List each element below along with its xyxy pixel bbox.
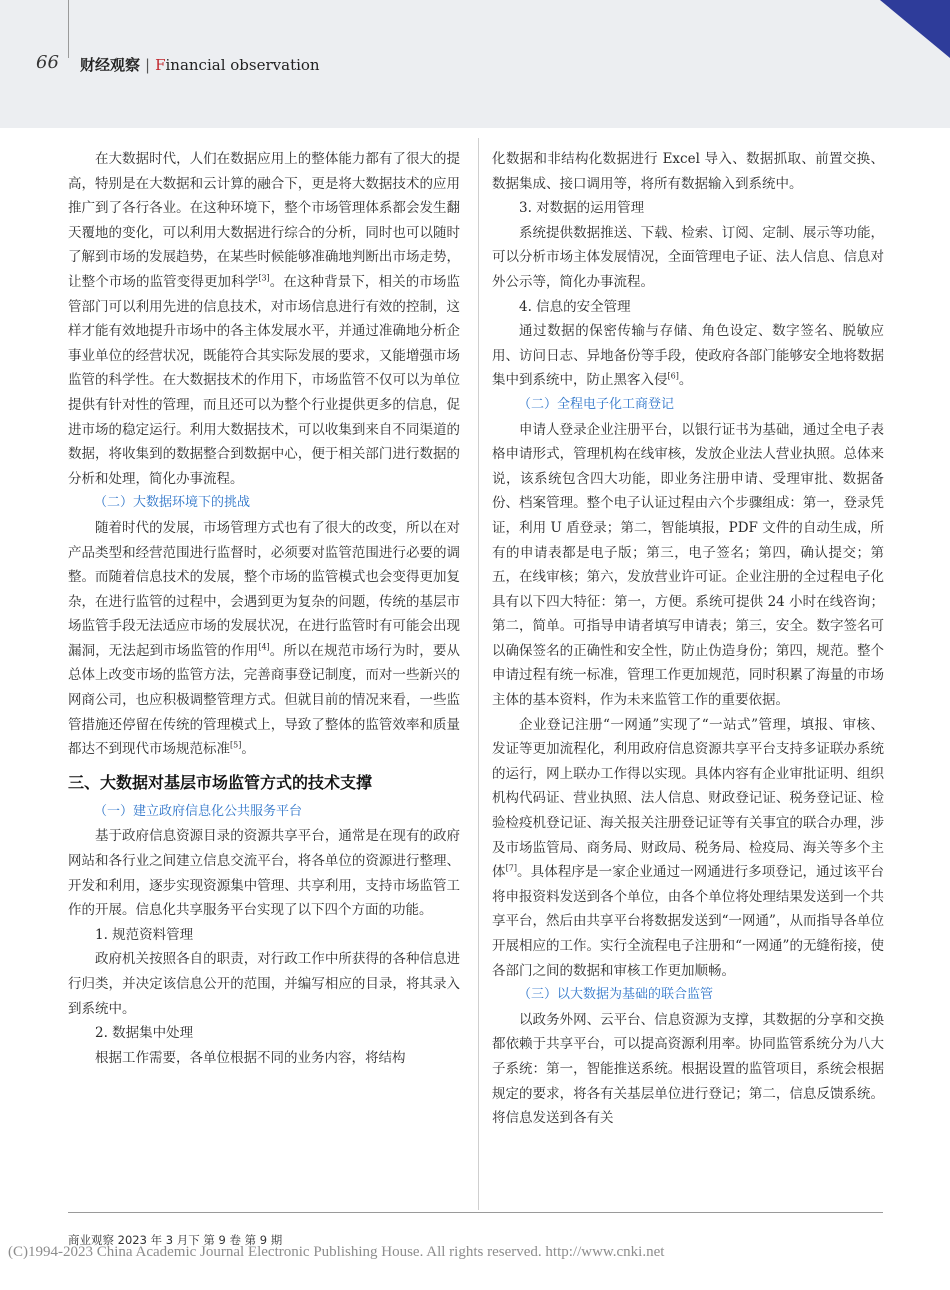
footer-divider: [68, 1212, 883, 1213]
header-title-initial: F: [155, 56, 166, 74]
header-journal-cn: 财经观察: [80, 56, 141, 74]
paragraph-text: 。具体程序是一家企业通过一网通进行多项登记，通过该平台将申报资料发送到各个单位，由各个单位将处理结果发送到一个共享平台，然后由共享平台将数据发送到“一网通”，从而指导各单位开展相应的工作。实行全流程电子注册和“一网通”的无缝衔接，使各部门之间的数据和审核工作更加顺畅。: [492, 864, 885, 979]
paragraph: 根据工作需要，各单位根据不同的业务内容，将结构: [95, 1049, 406, 1066]
journal-info: 商业观察 2023 年 3 月下 第 9 卷 第 9 期: [68, 1233, 283, 1247]
page-number: 66: [36, 52, 59, 73]
paragraph-text: 在大数据时代，人们在数据应用上的整体能力都有了很大的提高，特别是在大数据和云计算的融合下，更是将大数据技术的应用推广到了各行各业。在这种环境下，整个市场管理体系都会发生翻天覆地的变化，可以利用大数据进行综合的分析，同时也可以随时了解到市场的发展趋势，在某些时候能够准确地判断出市场走势，让整个市场的监管变得更加科学: [68, 151, 460, 290]
paragraph: [492, 713, 884, 984]
header-title-rest: inancial observation: [165, 56, 320, 74]
paragraph: 以政务外网、云平台、信息资源为支撑，其数据的分享和交换都依赖于共享平台，可以提高资源利用率。协同监管系统分为八大子系统：第一，智能推送系统。根据设置的监管项目，系统会根据规定的要求，将各有关基层单位进行登记；第二，信息反馈系统。将信息发送到各有关: [492, 1011, 884, 1127]
subsection-heading: （三）以大数据为基础的联合监管: [518, 987, 714, 1003]
citation: [3]: [258, 273, 270, 283]
numbered-heading: 1. 规范资料管理: [95, 926, 194, 943]
paragraph: [492, 319, 884, 393]
paragraph: 化数据和非结构化数据进行 Excel 导入、数据抓取、前置交换、数据集成、接口调用等，将所有数据输入到系统中。: [492, 151, 884, 192]
paragraph-text: 。在这种背景下，相关的市场监管部门可以利用先进的信息技术，对市场信息进行有效的控制，这样才能有效地提升市场中的各主体发展水平，并通过准确地分析企事业单位的经营状况，既能符合其实际发展的要求，又能增强市场监管的科学性。在大数据技术的作用下，市场监管不仅可以为单位提供有针对性的管理，而且还可以为整个行业提供更多的信息，促进市场的稳定运行。利用大数据技术，可以收集到来自不同渠道的数据，将收集到的数据整合到数据中心，便于相关部门进行数据的分析和处理，简化办事流程。: [68, 273, 460, 487]
paragraph: [68, 516, 460, 762]
numbered-heading: 4. 信息的安全管理: [519, 298, 631, 315]
column-divider: [478, 138, 479, 1210]
citation: [5]: [230, 740, 242, 750]
paragraph-text: 。所以在规范市场行为时，要从总体上改变市场的监管方法，完善商事登记制度，而对一些新兴的网商公司，也应积极调整管理方式。但就目前的情况来看，一些监管措施还停留在传统的管理模式上，导致了整体的监管效率和质量都达不到现代市场规范标准: [68, 642, 460, 758]
paragraph-text: 。: [241, 741, 255, 758]
subsection-heading: （一）建立政府信息化公共服务平台: [94, 803, 303, 819]
citation: [4]: [258, 642, 270, 652]
paragraph-text: 。: [678, 372, 693, 389]
numbered-heading: 2. 数据集中处理: [95, 1025, 194, 1042]
paragraph: 政府机关按照各自的职责，对行政工作中所获得的各种信息进行归类，并决定该信息公开的范围，并编写相应的目录，将其录入到系统中。: [68, 951, 460, 1017]
header-separator: |: [145, 56, 151, 74]
paragraph-text: 随着时代的发展，市场管理方式也有了很大的改变，所以在对产品类型和经营范围进行监督时，必须要对监管范围进行必要的调整。而随着信息技术的发展，整个市场的监管模式也会变得更加复杂，在进行监管的过程中，会遇到更为复杂的问题，传统的基层市场监管手段无法适应市场的发展状况，在进行监管时有可能会出现漏洞，无法起到市场监管的作用: [68, 519, 460, 659]
paragraph-text: 企业登记注册“一网通”实现了“一站式”管理，填报、审核、发证等更加流程化，利用政府信息资源共享平台支持多证联办系统的运行，网上联办工作得以实现。具体内容有企业审批证明、组织机构代码证、营业执照、法人信息、财政登记证、税务登记证、检验检疫机登记证、海关报关注册登记证等有关事宜的联合办理，涉及市场监管局、商务局、财政局、税务局、检疫局、海关等多个主体: [492, 716, 884, 881]
paragraph-text: 通过数据的保密传输与存储、角色设定、数字签名、脱敏应用、访问日志、异地备份等手段，使政府各部门能够安全地将数据集中到系统中，防止黑客入侵: [492, 323, 884, 389]
subsection-heading: （二）大数据环境下的挑战: [94, 495, 251, 511]
citation: [7]: [505, 863, 517, 873]
citation: [6]: [667, 371, 679, 381]
numbered-heading: 3. 对数据的运用管理: [519, 200, 645, 217]
header-divider: [68, 0, 69, 58]
corner-accent: [880, 0, 950, 58]
left-column: [68, 147, 460, 1070]
right-column: [492, 147, 884, 1131]
paragraph: [68, 147, 460, 491]
subsection-heading: （二）全程电子化工商登记: [518, 396, 675, 412]
paragraph: 基于政府信息资源目录的资源共享平台，通常是在现有的政府网站和各行业之间建立信息交流平台，将各单位的资源进行整理、开发和利用，逐步实现资源集中管理、共享利用，支持市场监管工作的开展。信息化共享服务平台实现了以下四个方面的功能。: [68, 828, 460, 919]
copyright-watermark: (C)1994-2023 China Academic Journal Electronic Publishing House. All rights reserved. http://www.cnki.net: [8, 1244, 665, 1260]
section-heading: 三、大数据对基层市场监管方式的技术支撑: [68, 772, 373, 792]
page-header: [0, 0, 950, 128]
paragraph: 申请人登录企业注册平台，以银行证书为基础，通过全电子表格申请形式，管理机构在线审核，发放企业法人营业执照。总体来说，该系统包含四大功能，即业务注册申请、受理审批、数据备份、档案管理。整个电子认证过程由六个步骤组成：第一，登录凭证，利用 U 盾登录；第二，智能填报，PDF 文件的自动生成，所有的申请表都是电子版；第三，电子签名；第四，确认提交；第五，在线审核；第六，发放营业许可证。企业注册的全过程电子化具有以下四大特征：第一，方便。系统可提供 24 小时在线咨询；第二，简单。可指导申请者填写申请表；第三，安全。数字签名可以确保签名的正确性和安全性，防止伪造身份；第四，规范。整个申请过程有统一标准，管理工作更加规范，同时积累了海量的市场主体的基本资料，作为未来监管工作的重要依据。: [492, 421, 884, 709]
header-title: [80, 54, 320, 75]
paragraph: 系统提供数据推送、下载、检索、订阅、定制、展示等功能，可以分析市场主体发展情况，全面管理电子证、法人信息、信息对外公示等，简化办事流程。: [492, 224, 884, 290]
